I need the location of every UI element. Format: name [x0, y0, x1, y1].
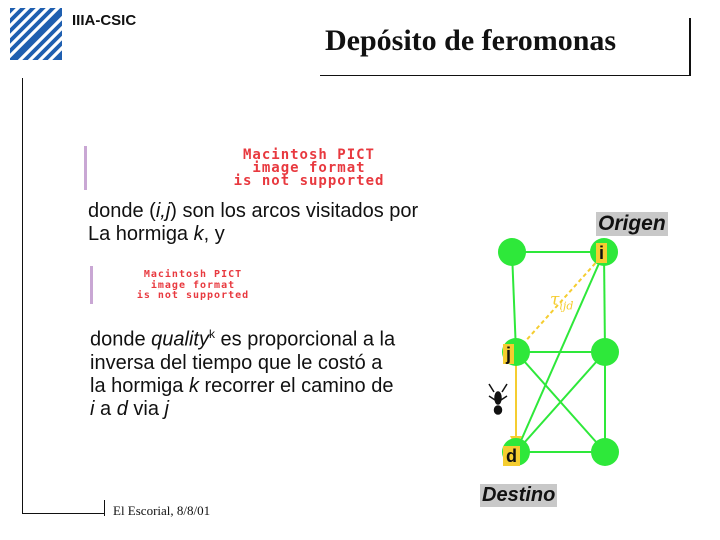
text: a	[94, 397, 117, 420]
text-italic: i,j	[155, 200, 171, 222]
text: via	[127, 397, 165, 420]
pict-unsupported-image-2	[90, 266, 296, 304]
text-italic: quality	[151, 328, 209, 351]
pict-line: image format	[150, 280, 236, 291]
bottom-tick	[104, 500, 105, 516]
node-br	[591, 438, 619, 466]
text: es proporcional a la	[214, 328, 396, 351]
text-italic: i	[90, 397, 95, 420]
pict-line: Macintosh PICT	[143, 269, 243, 280]
org-name: IIIA-CSIC	[72, 12, 137, 29]
text: recorrer el camino de	[198, 374, 394, 397]
text: La hormiga	[88, 223, 194, 245]
paragraph-arcs	[88, 200, 418, 246]
node-j-label: j	[503, 344, 514, 364]
tau-subscript: ijd	[559, 299, 574, 313]
text: donde	[90, 328, 152, 351]
title-rule-bottom	[320, 75, 691, 76]
text-superscript: k	[208, 327, 215, 341]
origin-label: Origen	[598, 212, 666, 235]
text: ) son los arcos visitados por	[170, 200, 419, 222]
text-italic: k	[188, 374, 199, 397]
iiia-logo	[10, 8, 62, 60]
text-italic: d	[116, 397, 128, 420]
pict-line: is not supported	[233, 173, 385, 189]
node-r	[591, 338, 619, 366]
node-a	[498, 238, 526, 266]
left-rule	[22, 78, 23, 514]
pict-unsupported-image-1	[84, 146, 534, 190]
tau-symbol: τ	[550, 290, 560, 310]
text: donde (	[88, 200, 156, 222]
bottom-rule	[22, 513, 104, 514]
node-d-label: d	[503, 446, 520, 466]
paragraph-quality	[90, 323, 395, 421]
node-i-label: i	[596, 243, 607, 263]
page-title: Depósito de feromonas	[325, 24, 617, 57]
edge-a-j	[512, 252, 516, 352]
pict-line: image format	[252, 160, 366, 176]
pict-line: is not supported	[136, 290, 250, 301]
edge-i-r	[604, 252, 605, 352]
pheromone-label	[550, 290, 573, 312]
footer-text: El Escorial, 8/8/01	[113, 503, 211, 518]
text-italic: k	[193, 223, 204, 245]
ant-icon	[489, 384, 507, 414]
destination-label: Destino	[482, 484, 556, 506]
text: inversa del tiempo que le costó a	[90, 351, 383, 374]
text: la hormiga	[90, 374, 189, 397]
text-italic: j	[164, 397, 169, 420]
text: , y	[203, 223, 225, 245]
title-rule-right	[689, 18, 691, 76]
pict-line: Macintosh PICT	[242, 147, 375, 163]
